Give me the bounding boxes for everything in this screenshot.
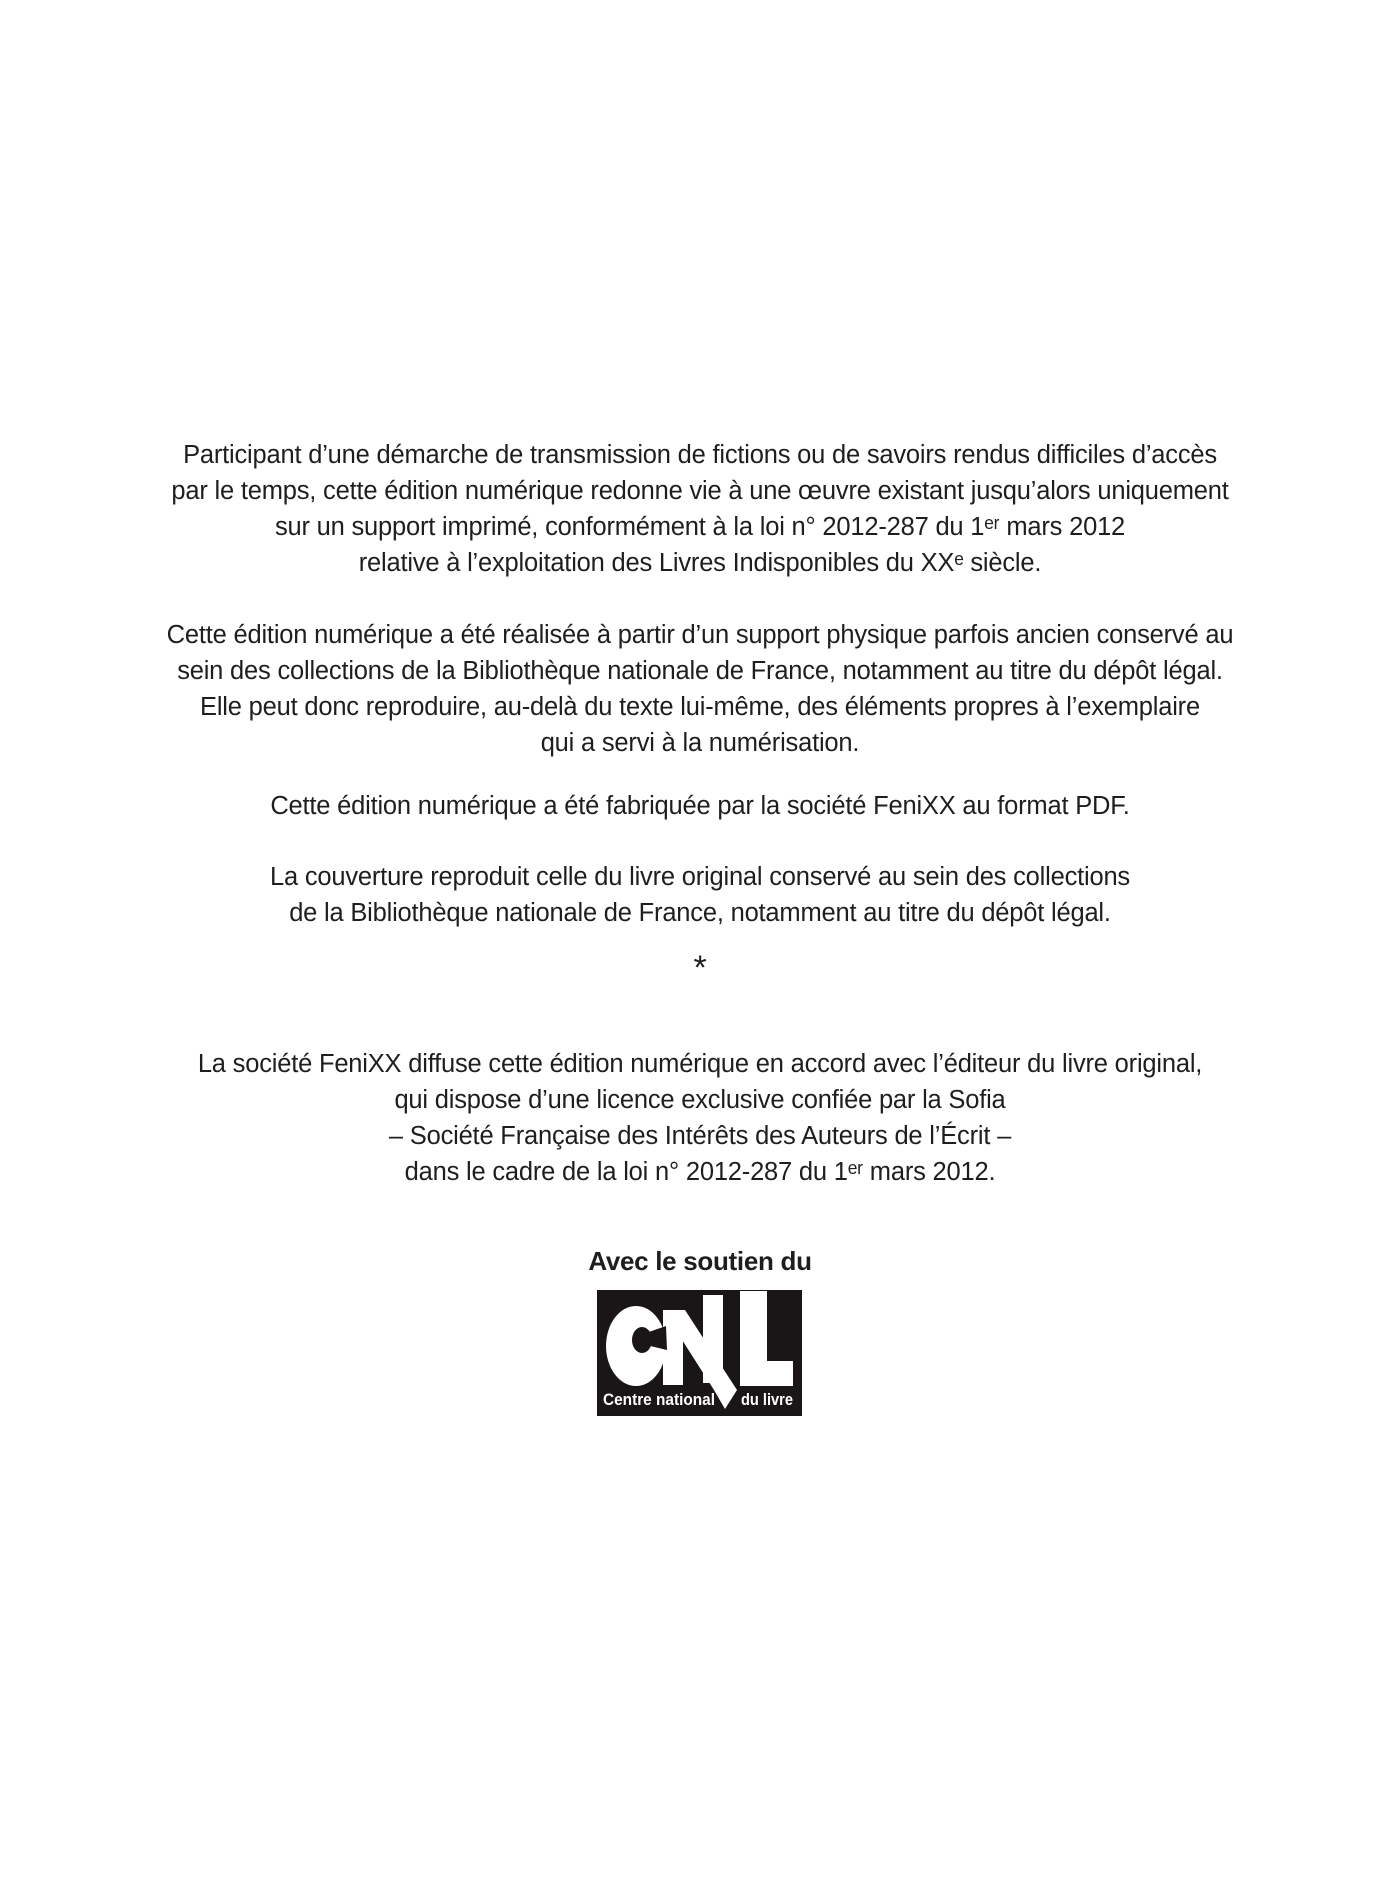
paragraph-fabrication bbox=[0, 788, 1400, 824]
paragraph-cover bbox=[0, 859, 1400, 931]
logo-caption-centre-national: Centre national bbox=[603, 1390, 715, 1409]
text-line: de la Bibliothèque nationale de France, notamment au titre du dépôt légal. bbox=[289, 899, 1111, 927]
logo-caption-du-livre: du livre bbox=[741, 1390, 793, 1409]
text-line: Elle peut donc reproduire, au-delà du texte lui-même, des éléments propres à l’exemplaire bbox=[200, 693, 1200, 721]
cnl-logo-icon bbox=[597, 1290, 802, 1416]
paragraph-diffusion bbox=[0, 1046, 1400, 1190]
text-line: – Société Française des Intérêts des Auteurs de l’Écrit – bbox=[388, 1122, 1012, 1150]
paragraph-source bbox=[0, 617, 1400, 761]
text-line: par le temps, cette édition numérique redonne vie à une œuvre existant jusqu’alors uniquement bbox=[171, 477, 1229, 505]
text-line: Cette édition numérique a été fabriquée par la société FeniXX au format PDF. bbox=[270, 792, 1130, 820]
text-line: Cette édition numérique a été réalisée à partir d’un support physique parfois ancien conservé au bbox=[166, 621, 1234, 649]
text-line: Participant d’une démarche de transmission de fictions ou de savoirs rendus difficiles d’accès bbox=[183, 441, 1217, 469]
text-line: La société FeniXX diffuse cette édition numérique en accord avec l’éditeur du livre original, bbox=[197, 1050, 1203, 1078]
cnl-logo bbox=[597, 1290, 802, 1416]
text-line: La couverture reproduit celle du livre original conservé au sein des collections bbox=[270, 863, 1130, 891]
paragraph-transmission bbox=[0, 437, 1400, 581]
text-line: dans le cadre de la loi n° 2012-287 du 1ᵉʳ mars 2012. bbox=[404, 1158, 996, 1186]
text-line: sur un support imprimé, conformément à la loi n° 2012-287 du 1ᵉʳ mars 2012 bbox=[274, 513, 1126, 541]
section-separator-asterisk: * bbox=[693, 949, 707, 987]
text-line: relative à l’exploitation des Livres Indisponibles du XXᵉ siècle. bbox=[358, 549, 1042, 577]
text-line: qui dispose d’une licence exclusive confiée par la Sofia bbox=[394, 1086, 1006, 1114]
text-line: qui a servi à la numérisation. bbox=[540, 729, 860, 757]
logo-support-text: Avec le soutien du bbox=[588, 1246, 812, 1276]
text-line: sein des collections de la Bibliothèque nationale de France, notamment au titre du dépôt légal. bbox=[177, 657, 1223, 685]
